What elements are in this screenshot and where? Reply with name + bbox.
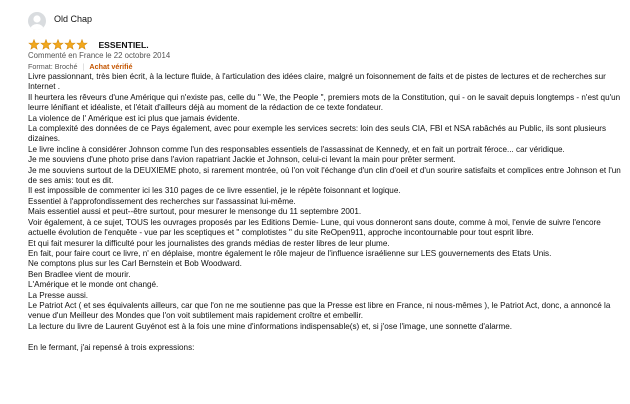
review-paragraph: En le fermant, j'ai repensé à trois expressions: <box>28 342 195 352</box>
review-paragraph: Il heurtera les rêveurs d'une Amérique qui n'existe pas, celle du " We, the People ", premiers mots de la Constitution, qui - on le savait depuis longtemps - n'est qu'un leurre lénifiant et idéaliste, et l'était d'ailleurs déjà au moment de la rédaction de ce texte fondateur. <box>28 92 621 113</box>
divider: | <box>82 62 85 71</box>
review-paragraph: Je me souviens surtout de la DEUXIEME photo, si rarement montrée, où l'on voit l'échange d'un clin d'oeil et d'un sourire satisfaits et complices entre Johnson et l'un de ses amis: tout es dit. <box>28 165 621 186</box>
reviewer-name[interactable]: Old Chap <box>54 14 93 24</box>
star-icon <box>53 40 63 49</box>
review-paragraph: En fait, pour faire court ce livre, n' en déplaise, montre également le rôle majeur de l'influence israélienne sur LES gouvernements des Etats Unis. <box>28 248 552 258</box>
rating-row <box>28 36 149 48</box>
review-paragraph: Ben Bradlee vient de mourir. <box>28 269 131 279</box>
user-silhouette-icon <box>28 12 46 30</box>
review-paragraph: Essentiel à l'approfondissement des recherches sur l'assassinat lui-même. <box>28 196 296 206</box>
review-body <box>28 72 624 353</box>
review-paragraph: Le livre incline à considérer Johnson comme l'un des responsables essentiels de l'assassinat de Kennedy, et en fait un portrait féroce... car véridique. <box>28 144 565 154</box>
review-title[interactable]: ESSENTIEL. <box>98 40 149 50</box>
review-paragraph: Mais essentiel aussi et peut--être surtout, pour mesurer le mensonge du 11 septembre 2001. <box>28 207 362 217</box>
review-paragraph: La complexité des données de ce Pays également, avec pour exemple les services secrets: loin des seuls CIA, FBI et NSA rabâchés au Public, ils sont plusieurs dizaines. <box>28 124 607 144</box>
review-paragraph: L'Amérique et le monde ont changé. <box>28 280 159 290</box>
review-paragraph: La lecture du livre de Laurent Guyénot est à la fois une mine d'informations indispensable(s) et, si j'ose l'image, une sonnette d'alarme. <box>28 321 513 331</box>
review-paragraph: La Presse aussi. <box>28 290 89 300</box>
review-paragraph: Et qui fait mesurer la difficulté pour les journalistes des grands médias de rester libres de leur plume. <box>28 238 390 248</box>
star-icon <box>41 40 51 49</box>
review-paragraph: Ne comptons plus sur les Carl Bernstein et Bob Woodward. <box>28 259 242 269</box>
star-rating-icons <box>28 39 88 50</box>
star-icon <box>77 40 87 49</box>
review-paragraph: Voir également, à ce sujet, TOUS les ouvrages proposés par les Editions Demie- Lune, qui vous donneront sans doute, comme à moi, l'envie de suivre l'encore actuelle évolution de l'enquête - vue par les sceptiques et " complotistes " du site ReOpen911, approche incontournable pour tout esprit libre. <box>28 217 601 238</box>
star-icon <box>29 40 39 49</box>
review-paragraph: Je me souviens d'une photo prise dans l'avion rapatriant Jackie et Johnson, celui-ci levant la main pour prêter serment. <box>28 155 456 165</box>
star-icon <box>65 40 75 49</box>
review-paragraph: Livre passionnant, très bien écrit, à la lecture fluide, à l'articulation des idées claire, malgré un foisonnement de faits et de pistes de lectures et de recherches sur Internet . <box>28 72 606 92</box>
review-date: Commenté en France le 22 octobre 2014 <box>28 51 171 60</box>
review-paragraph: Il est impossible de commenter ici les 310 pages de ce livre essentiel, je le répète foisonnant et logique. <box>28 186 401 196</box>
format-label: Format: Broché <box>28 62 78 71</box>
review-paragraph: Le Patriot Act ( et ses équivalents ailleurs, car que l'on ne me soutienne pas que la Presse est libre en France, ni nous-mêmes ), le Patriot Act, donc, a annoncé la venue d'un Meilleur des Mondes que l'on voit subtilement mais rapidement croître et embellir. <box>28 300 611 321</box>
avatar[interactable] <box>28 12 46 30</box>
review-paragraph: La violence de l' Amérique est ici plus que jamais évidente. <box>28 113 240 123</box>
verified-purchase-badge: Achat vérifié <box>89 62 133 71</box>
format-row <box>28 62 133 71</box>
